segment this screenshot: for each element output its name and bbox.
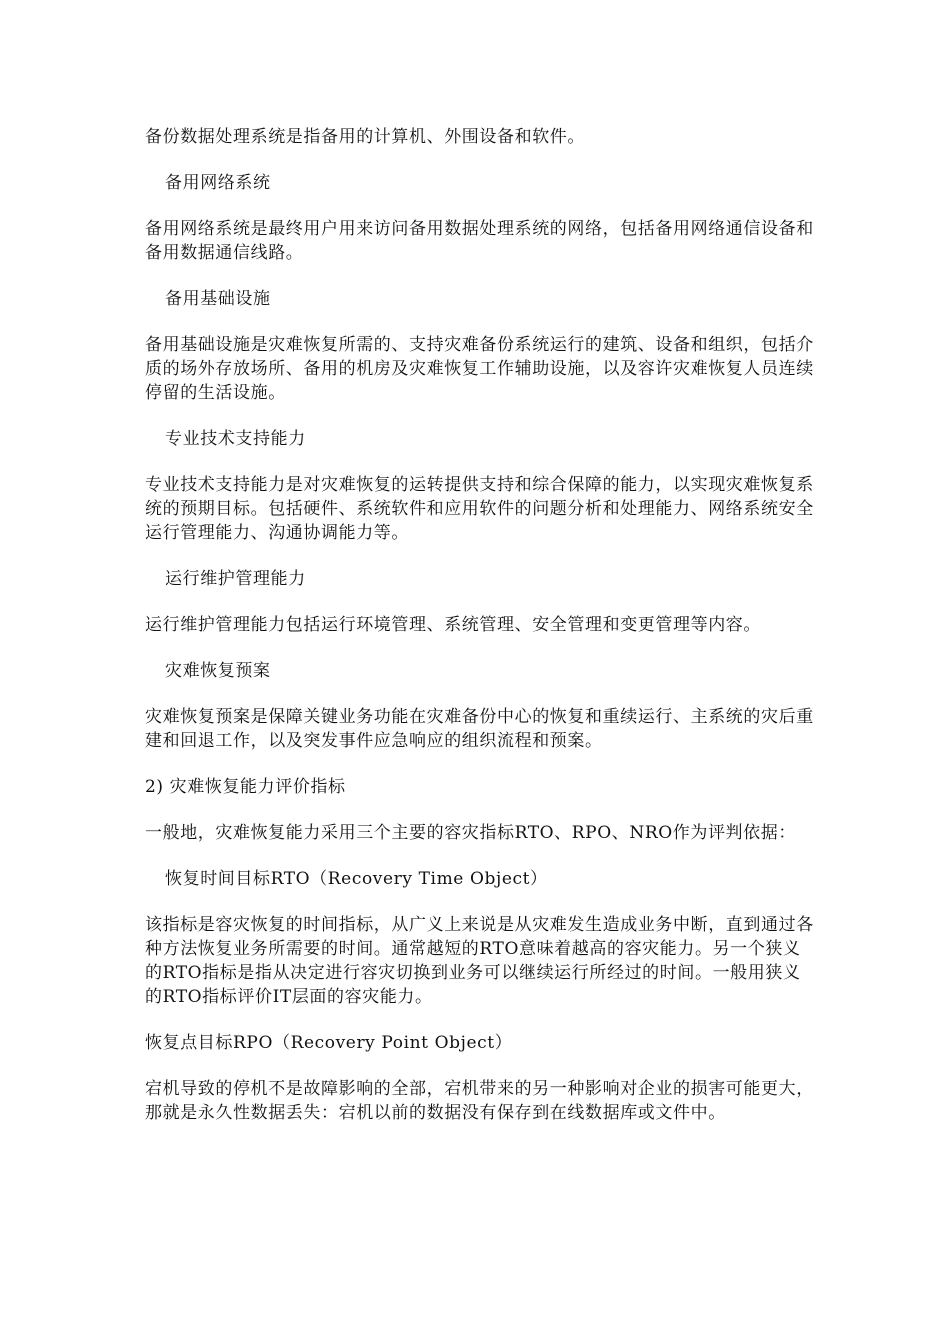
heading-evaluation-indicators: 2) 灾难恢复能力评价指标	[145, 777, 346, 797]
heading-backup-infrastructure: 备用基础设施	[165, 289, 271, 309]
paragraph-operations-maintenance: 运行维护管理能力包括运行环境管理、系统管理、安全管理和变更管理等内容。	[145, 615, 761, 635]
paragraph-technical-support: 专业技术支持能力是对灾难恢复的运转提供支持和综合保障的能力，以实现灾难恢复系统的预期目标。包括硬件、系统软件和应用软件的问题分析和处理能力、网络系统安全运行管理能力、沟通协调能力等。	[145, 475, 814, 543]
heading-backup-network: 备用网络系统	[165, 173, 271, 193]
heading-rpo: 恢复点目标RPO（Recovery Point Object）	[145, 1033, 513, 1053]
document-body	[145, 125, 815, 1147]
heading-operations-maintenance: 运行维护管理能力	[165, 569, 306, 589]
paragraph-evaluation-indicators: 一般地，灾难恢复能力采用三个主要的容灾指标RTO、RPO、NRO作为评判依据：	[145, 823, 796, 843]
paragraph-rpo: 宕机导致的停机不是故障影响的全部，宕机带来的另一种影响对企业的损害可能更大，那就是永久性数据丢失：宕机以前的数据没有保存到在线数据库或文件中。	[145, 1079, 814, 1123]
paragraph-backup-network: 备用网络系统是最终用户用来访问备用数据处理系统的网络，包括备用网络通信设备和备用数据通信线路。	[145, 219, 814, 263]
paragraph-rto: 该指标是容灾恢复的时间指标，从广义上来说是从灾难发生造成业务中断，直到通过各种方法恢复业务所需要的时间。通常越短的RTO意味着越高的容灾能力。另一个狭义的RTO指标是指从决定进行容灾切换到业务可以继续运行所经过的时间。一般用狭义的RTO指标评价IT层面的容灾能力。	[145, 915, 814, 1007]
heading-technical-support: 专业技术支持能力	[165, 429, 306, 449]
paragraph-recovery-plan: 灾难恢复预案是保障关键业务功能在灾难备份中心的恢复和重续运行、主系统的灾后重建和回退工作，以及突发事件应急响应的组织流程和预案。	[145, 707, 814, 751]
heading-rto: 恢复时间目标RTO（Recovery Time Object）	[165, 869, 548, 889]
paragraph-backup-infrastructure: 备用基础设施是灾难恢复所需的、支持灾难备份系统运行的建筑、设备和组织，包括介质的场外存放场所、备用的机房及灾难恢复工作辅助设施，以及容许灾难恢复人员连续停留的生活设施。	[145, 335, 814, 403]
paragraph-backup-data-processing: 备份数据处理系统是指备用的计算机、外围设备和软件。	[145, 127, 585, 147]
heading-recovery-plan: 灾难恢复预案	[165, 661, 271, 681]
